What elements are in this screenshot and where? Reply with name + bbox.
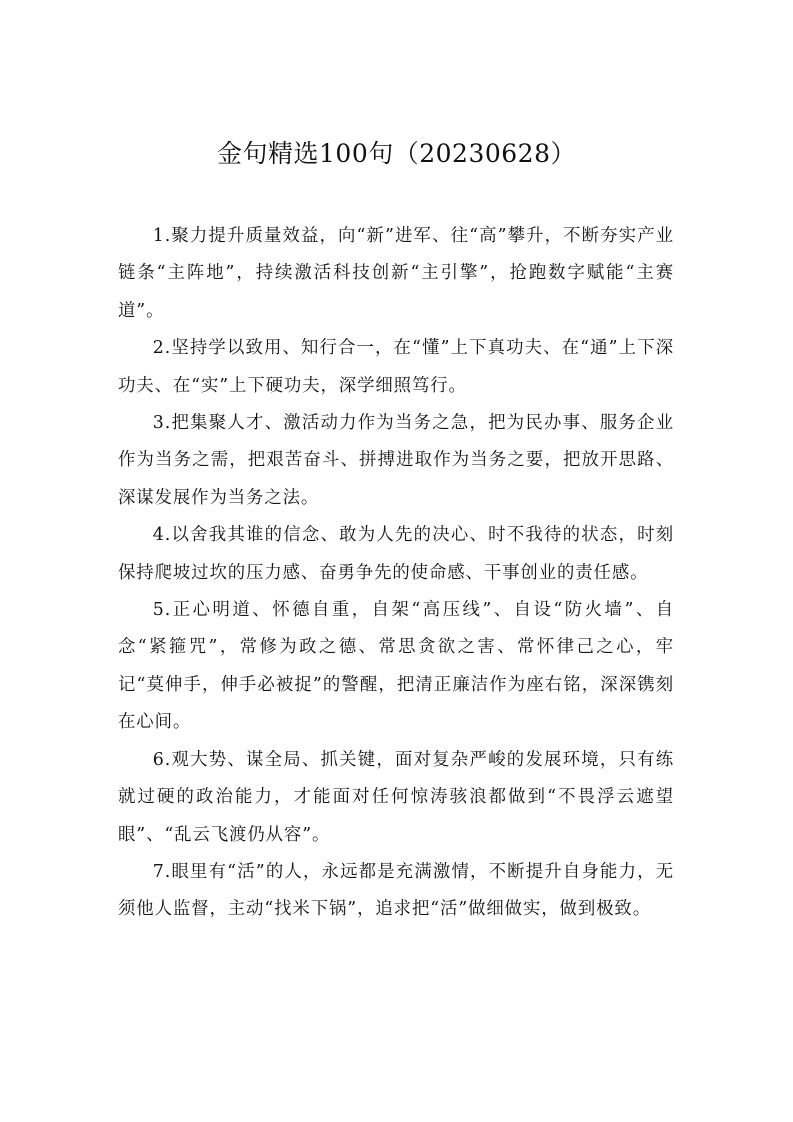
paragraph-6: 6.观大势、谋全局、抓关键，面对复杂严峻的发展环境，只有练就过硬的政治能力，才能面对任何惊涛骇浪都做到“不畏浮云遮望眼”、“乱云飞渡仍从容”。 (118, 749, 674, 845)
paragraph-7: 7.眼里有“活”的人，永远都是充满激情，不断提升自身能力，无须他人监督，主动“找米下锅”，追求把“活”做细做实，做到极致。 (118, 861, 674, 920)
page-title: 金句精选100句（20230628） (217, 139, 576, 168)
paragraph-4: 4.以舍我其谁的信念、敢为人先的决心、时不我待的状态，时刻保持爬坡过坎的压力感、奋勇争先的使命感、干事创业的责任感。 (118, 525, 674, 583)
paragraph-3: 3.把集聚人才、激活动力作为当务之急，把为民办事、服务企业作为当务之需，把艰苦奋斗、拼搏进取作为当务之要，把放开思路、深谋发展作为当务之法。 (118, 413, 674, 508)
paragraph-1: 1.聚力提升质量效益，向“新”进军、往“高”攀升，不断夯实产业链条“主阵地”，持续激活科技创新“主引擎”，抢跑数字赋能“主赛道”。 (118, 226, 674, 321)
paragraph-2: 2.坚持学以致用、知行合一，在“懂”上下真功夫、在“通”上下深功夫、在“实”上下硬功夫，深学细照笃行。 (118, 338, 674, 396)
paragraph-5: 5.正心明道、怀德自重，自架“高压线”、自设“防火墙”、自念“紧箍咒”，常修为政之德、常思贪欲之害、常怀律己之心，牢记“莫伸手，伸手必被捉”的警醒，把清正廉洁作为座右铭，深深镌刻在心间。 (118, 600, 674, 733)
document-body (118, 218, 674, 929)
